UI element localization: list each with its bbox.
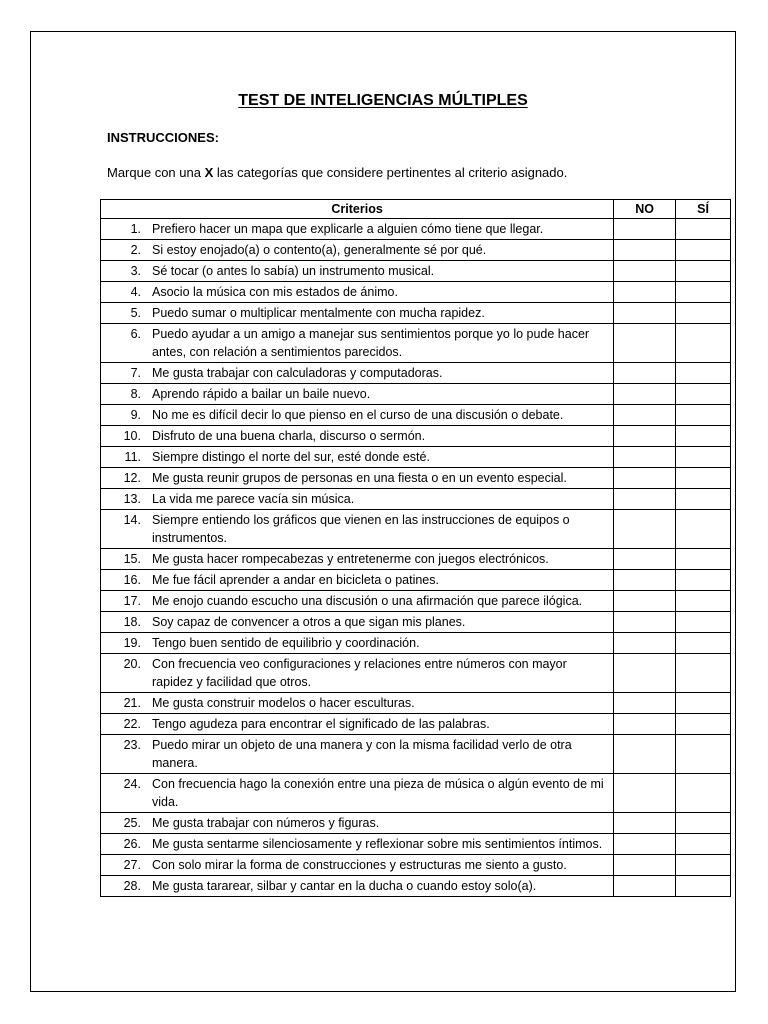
table-row [101, 876, 731, 897]
answer-si-cell[interactable] [676, 549, 731, 570]
table-row [101, 219, 731, 240]
answer-si-cell[interactable] [676, 489, 731, 510]
answer-no-cell[interactable] [614, 633, 676, 654]
criterion-cell [101, 240, 614, 261]
criterion-text: Prefiero hacer un mapa que explicarle a alguien cómo tiene que llegar. [152, 222, 544, 236]
criterion-number: 8. [130, 387, 141, 401]
answer-si-cell[interactable] [676, 219, 731, 240]
answer-no-cell[interactable] [614, 426, 676, 447]
criterion-number: 9. [130, 408, 141, 422]
page-title-text: TEST DE INTELIGENCIAS MÚLTIPLES [238, 92, 528, 109]
criterion-cell [101, 735, 614, 774]
answer-no-cell[interactable] [614, 363, 676, 384]
criterion-cell [101, 324, 614, 363]
criterion-text: Me gusta reunir grupos de personas en una fiesta o en un evento especial. [152, 471, 567, 485]
answer-si-cell[interactable] [676, 570, 731, 591]
criterion-number: 19. [123, 636, 141, 650]
criterion-cell [101, 591, 614, 612]
criterion-text: Puedo mirar un objeto de una manera y con la misma facilidad verlo de otra manera. [152, 738, 572, 770]
table-row [101, 489, 731, 510]
criterion-text: Con frecuencia veo configuraciones y relaciones entre números con mayor rapidez y facilidad que otros. [152, 657, 567, 689]
criterion-number: 12. [123, 471, 141, 485]
answer-si-cell[interactable] [676, 261, 731, 282]
answer-no-cell[interactable] [614, 282, 676, 303]
criterion-text: Me gusta trabajar con números y figuras. [152, 816, 380, 830]
criterion-number: 14. [123, 513, 141, 527]
table-row [101, 549, 731, 570]
answer-no-cell[interactable] [614, 447, 676, 468]
criterion-text: Disfruto de una buena charla, discurso o sermón. [152, 429, 426, 443]
criterion-number: 4. [130, 285, 141, 299]
criterion-cell [101, 510, 614, 549]
answer-no-cell[interactable] [614, 240, 676, 261]
answer-no-cell[interactable] [614, 654, 676, 693]
criterion-number: 7. [130, 366, 141, 380]
table-row [101, 612, 731, 633]
criterion-text: Aprendo rápido a bailar un baile nuevo. [152, 387, 371, 401]
table-header-row [101, 200, 731, 219]
table-row [101, 774, 731, 813]
criterion-number: 20. [123, 657, 141, 671]
criterion-text: Con frecuencia hago la conexión entre una pieza de música o algún evento de mi vida. [152, 777, 604, 809]
criterion-text: Puedo ayudar a un amigo a manejar sus sentimientos porque yo lo pude hacer antes, con relación a sentimientos parecidos. [152, 327, 590, 359]
instructions-before: Marque con una [107, 165, 205, 180]
answer-si-cell[interactable] [676, 468, 731, 489]
answer-no-cell[interactable] [614, 261, 676, 282]
criterion-cell [101, 489, 614, 510]
criterion-text: Me fue fácil aprender a andar en bicicleta o patines. [152, 573, 439, 587]
answer-no-cell[interactable] [614, 591, 676, 612]
table-row [101, 591, 731, 612]
table-row [101, 405, 731, 426]
criterion-number: 1. [130, 222, 141, 236]
answer-si-cell[interactable] [676, 654, 731, 693]
document-page [30, 31, 736, 992]
answer-si-cell[interactable] [676, 447, 731, 468]
criterion-number: 23. [123, 738, 141, 752]
criterion-number: 13. [123, 492, 141, 506]
answer-si-cell[interactable] [676, 735, 731, 774]
answer-si-cell[interactable] [676, 813, 731, 834]
criterion-cell [101, 549, 614, 570]
criterion-text: Me enojo cuando escucho una discusión o una afirmación que parece ilógica. [152, 594, 583, 608]
table-row [101, 426, 731, 447]
instructions-text [107, 165, 567, 180]
answer-si-cell[interactable] [676, 384, 731, 405]
criterion-cell [101, 282, 614, 303]
page-title [31, 92, 735, 110]
criterion-cell [101, 468, 614, 489]
criterion-number: 17. [123, 594, 141, 608]
criterion-text: Me gusta tararear, silbar y cantar en la ducha o cuando estoy solo(a). [152, 879, 537, 893]
criterion-number: 5. [130, 306, 141, 320]
criterion-cell [101, 303, 614, 324]
criterion-cell [101, 261, 614, 282]
criterion-number: 15. [123, 552, 141, 566]
criterion-cell [101, 813, 614, 834]
table-row [101, 384, 731, 405]
answer-no-cell[interactable] [614, 468, 676, 489]
criterion-number: 24. [123, 777, 141, 791]
criterion-text: Siempre entiendo los gráficos que vienen en las instrucciones de equipos o instrumentos. [152, 513, 570, 545]
answer-si-cell[interactable] [676, 714, 731, 735]
criterion-text: Tengo buen sentido de equilibrio y coordinación. [152, 636, 420, 650]
answer-si-cell[interactable] [676, 774, 731, 813]
criterion-cell [101, 363, 614, 384]
answer-si-cell[interactable] [676, 240, 731, 261]
criterion-text: La vida me parece vacía sin música. [152, 492, 355, 506]
criterion-text: Si estoy enojado(a) o contento(a), generalmente sé por qué. [152, 243, 487, 257]
answer-si-cell[interactable] [676, 303, 731, 324]
header-no: NO [614, 200, 676, 219]
criterion-number: 16. [123, 573, 141, 587]
criterion-number: 21. [123, 696, 141, 710]
criterion-text: Me gusta trabajar con calculadoras y computadoras. [152, 366, 443, 380]
table-row [101, 570, 731, 591]
answer-no-cell[interactable] [614, 510, 676, 549]
answer-no-cell[interactable] [614, 405, 676, 426]
table-row [101, 282, 731, 303]
answer-si-cell[interactable] [676, 876, 731, 897]
criterion-text: Siempre distingo el norte del sur, esté donde esté. [152, 450, 430, 464]
answer-si-cell[interactable] [676, 693, 731, 714]
answer-si-cell[interactable] [676, 363, 731, 384]
answer-no-cell[interactable] [614, 714, 676, 735]
answer-no-cell[interactable] [614, 813, 676, 834]
criterion-cell [101, 447, 614, 468]
answer-si-cell[interactable] [676, 282, 731, 303]
criterion-number: 11. [124, 450, 141, 464]
criterion-text: No me es difícil decir lo que pienso en el curso de una discusión o debate. [152, 408, 564, 422]
instructions-mark: X [204, 165, 214, 180]
answer-no-cell[interactable] [614, 219, 676, 240]
criterion-number: 18. [123, 615, 141, 629]
answer-si-cell[interactable] [676, 510, 731, 549]
table-row [101, 261, 731, 282]
criterion-cell [101, 405, 614, 426]
criterion-number: 28. [123, 879, 141, 893]
criteria-table [100, 199, 731, 897]
table-row [101, 447, 731, 468]
table-row [101, 324, 731, 363]
criterion-cell [101, 384, 614, 405]
table-row [101, 510, 731, 549]
criterion-number: 2. [130, 243, 141, 257]
answer-no-cell[interactable] [614, 489, 676, 510]
criterion-cell [101, 654, 614, 693]
criterion-text: Tengo agudeza para encontrar el significado de las palabras. [152, 717, 490, 731]
criterion-number: 26. [123, 837, 141, 851]
criterion-text: Me gusta sentarme silenciosamente y reflexionar sobre mis sentimientos íntimos. [152, 837, 603, 851]
table-row [101, 633, 731, 654]
criterion-number: 25. [123, 816, 141, 830]
answer-si-cell[interactable] [676, 591, 731, 612]
table-row [101, 240, 731, 261]
answer-no-cell[interactable] [614, 612, 676, 633]
criterion-cell [101, 855, 614, 876]
criterion-text: Con solo mirar la forma de construcciones y estructuras me siento a gusto. [152, 858, 567, 872]
answer-no-cell[interactable] [614, 384, 676, 405]
criterion-cell [101, 714, 614, 735]
criterion-cell [101, 693, 614, 714]
criterion-cell [101, 834, 614, 855]
table-row [101, 834, 731, 855]
criterion-number: 27. [123, 858, 141, 872]
criterion-cell [101, 774, 614, 813]
table-row [101, 363, 731, 384]
answer-no-cell[interactable] [614, 855, 676, 876]
header-si: SÍ [676, 200, 731, 219]
criterion-number: 6. [130, 327, 141, 341]
instructions-after: las categorías que considere pertinentes al criterio asignado. [213, 165, 568, 180]
criterion-text: Me gusta construir modelos o hacer esculturas. [152, 696, 415, 710]
answer-no-cell[interactable] [614, 774, 676, 813]
header-criterios: Criterios [101, 200, 614, 219]
criterion-number: 3. [130, 264, 141, 278]
criterion-cell [101, 876, 614, 897]
criterion-cell [101, 219, 614, 240]
table-row [101, 813, 731, 834]
answer-no-cell[interactable] [614, 735, 676, 774]
answer-no-cell[interactable] [614, 570, 676, 591]
criterion-number: 22. [123, 717, 141, 731]
criterion-text: Asocio la música con mis estados de ánimo. [152, 285, 398, 299]
criterion-text: Sé tocar (o antes lo sabía) un instrumento musical. [152, 264, 435, 278]
answer-no-cell[interactable] [614, 303, 676, 324]
answer-si-cell[interactable] [676, 612, 731, 633]
answer-si-cell[interactable] [676, 855, 731, 876]
criterion-text: Soy capaz de convencer a otros a que sigan mis planes. [152, 615, 466, 629]
criterion-number: 10. [123, 429, 141, 443]
criterion-cell [101, 633, 614, 654]
table-row [101, 468, 731, 489]
answer-no-cell[interactable] [614, 693, 676, 714]
answer-si-cell[interactable] [676, 426, 731, 447]
table-row [101, 735, 731, 774]
criterion-text: Puedo sumar o multiplicar mentalmente con mucha rapidez. [152, 306, 485, 320]
table-row [101, 303, 731, 324]
criterion-cell [101, 426, 614, 447]
answer-no-cell[interactable] [614, 876, 676, 897]
instructions-heading: INSTRUCCIONES: [107, 130, 219, 145]
answer-no-cell[interactable] [614, 834, 676, 855]
answer-si-cell[interactable] [676, 324, 731, 363]
criterion-text: Me gusta hacer rompecabezas y entretenerme con juegos electrónicos. [152, 552, 549, 566]
criterion-cell [101, 570, 614, 591]
criterion-cell [101, 612, 614, 633]
answer-no-cell[interactable] [614, 549, 676, 570]
table-row [101, 714, 731, 735]
answer-si-cell[interactable] [676, 834, 731, 855]
table-row [101, 693, 731, 714]
answer-si-cell[interactable] [676, 405, 731, 426]
answer-si-cell[interactable] [676, 633, 731, 654]
answer-no-cell[interactable] [614, 324, 676, 363]
table-row [101, 855, 731, 876]
table-row [101, 654, 731, 693]
